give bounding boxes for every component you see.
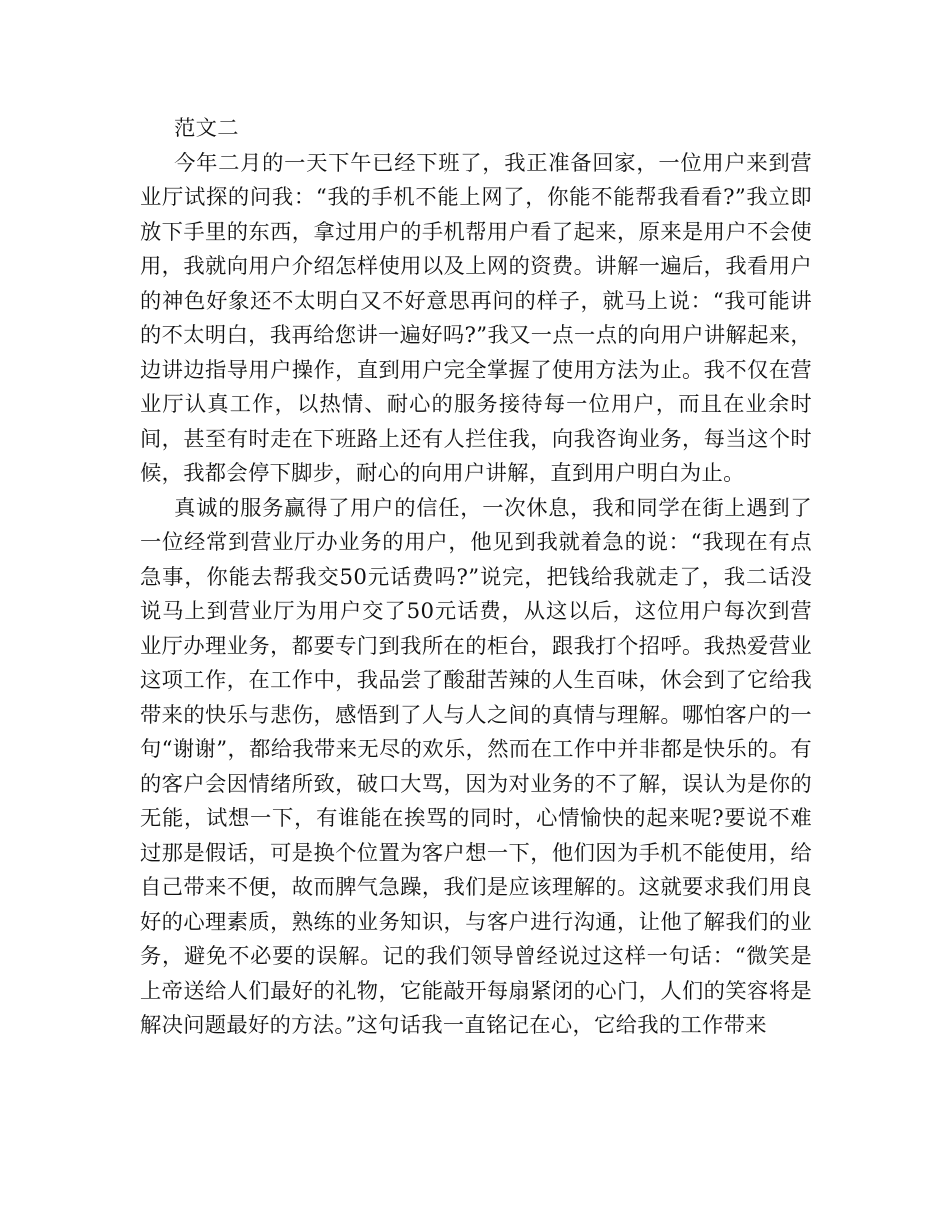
paragraph-2: 真诚的服务赢得了用户的信任，一次休息，我和同学在街上遇到了一位经常到营业厅办业务的用户，他见到我就着急的说：“我现在有点急事，你能去帮我交50元话费吗?”说完，把钱给我就走了，我二话没说马上到营业厅为用户交了50元话费，从这以后，这位用户每次到营业厅办理业务，都要专门到我所在的柜台，跟我打个招呼。我热爱营业这项工作，在工作中，我品尝了酸甜苦辣的人生百味，休会到了它给我带来的快乐与悲伤，感悟到了人与人之间的真情与理解。哪怕客户的一句“谢谢”，都给我带来无尽的欢乐，然而在工作中并非都是快乐的。有的客户会因情绪所致，破口大骂，因为对业务的不了解，误认为是你的无能，试想一下，有谁能在挨骂的同时，心情愉快的起来呢?要说不难过那是假话，可是换个位置为客户想一下，他们因为手机不能使用，给自己带来不便，故而脾气急躁，我们是应该理解的。这就要求我们用良好的心理素质，熟练的业务知识，与客户进行沟通，让他了解我们的业务，避免不必要的误解。记的我们领导曾经说过这样一句话：“微笑是上帝送给人们最好的礼物，它能敲开每扇紧闭的心门，人们的笑容将是解决问题最好的方法。”这句话我一直铭记在心，它给我的工作带来 <box>140 495 812 1038</box>
section-heading: 范文二 <box>174 116 239 141</box>
paragraph-1: 今年二月的一天下午已经下班了，我正准备回家，一位用户来到营业厅试探的问我：“我的手机不能上网了，你能不能帮我看看?”我立即放下手里的东西，拿过用户的手机帮用户看了起来，原来是用户不会使用，我就向用户介绍怎样使用以及上网的资费。讲解一遍后，我看用户的神色好象还不太明白又不好意思再问的样子，就马上说：“我可能讲的不太明白，我再给您讲一遍好吗?”我又一点一点的向用户讲解起来，边讲边指导用户操作，直到用户完全掌握了使用方法为止。我不仅在营业厅认真工作，以热情、耐心的服务接待每一位用户，而且在业余时间，甚至有时走在下班路上还有人拦住我，向我咨询业务，每当这个时候，我都会停下脚步，耐心的向用户讲解，直到用户明白为止。 <box>140 150 812 486</box>
document-body <box>140 112 812 1044</box>
